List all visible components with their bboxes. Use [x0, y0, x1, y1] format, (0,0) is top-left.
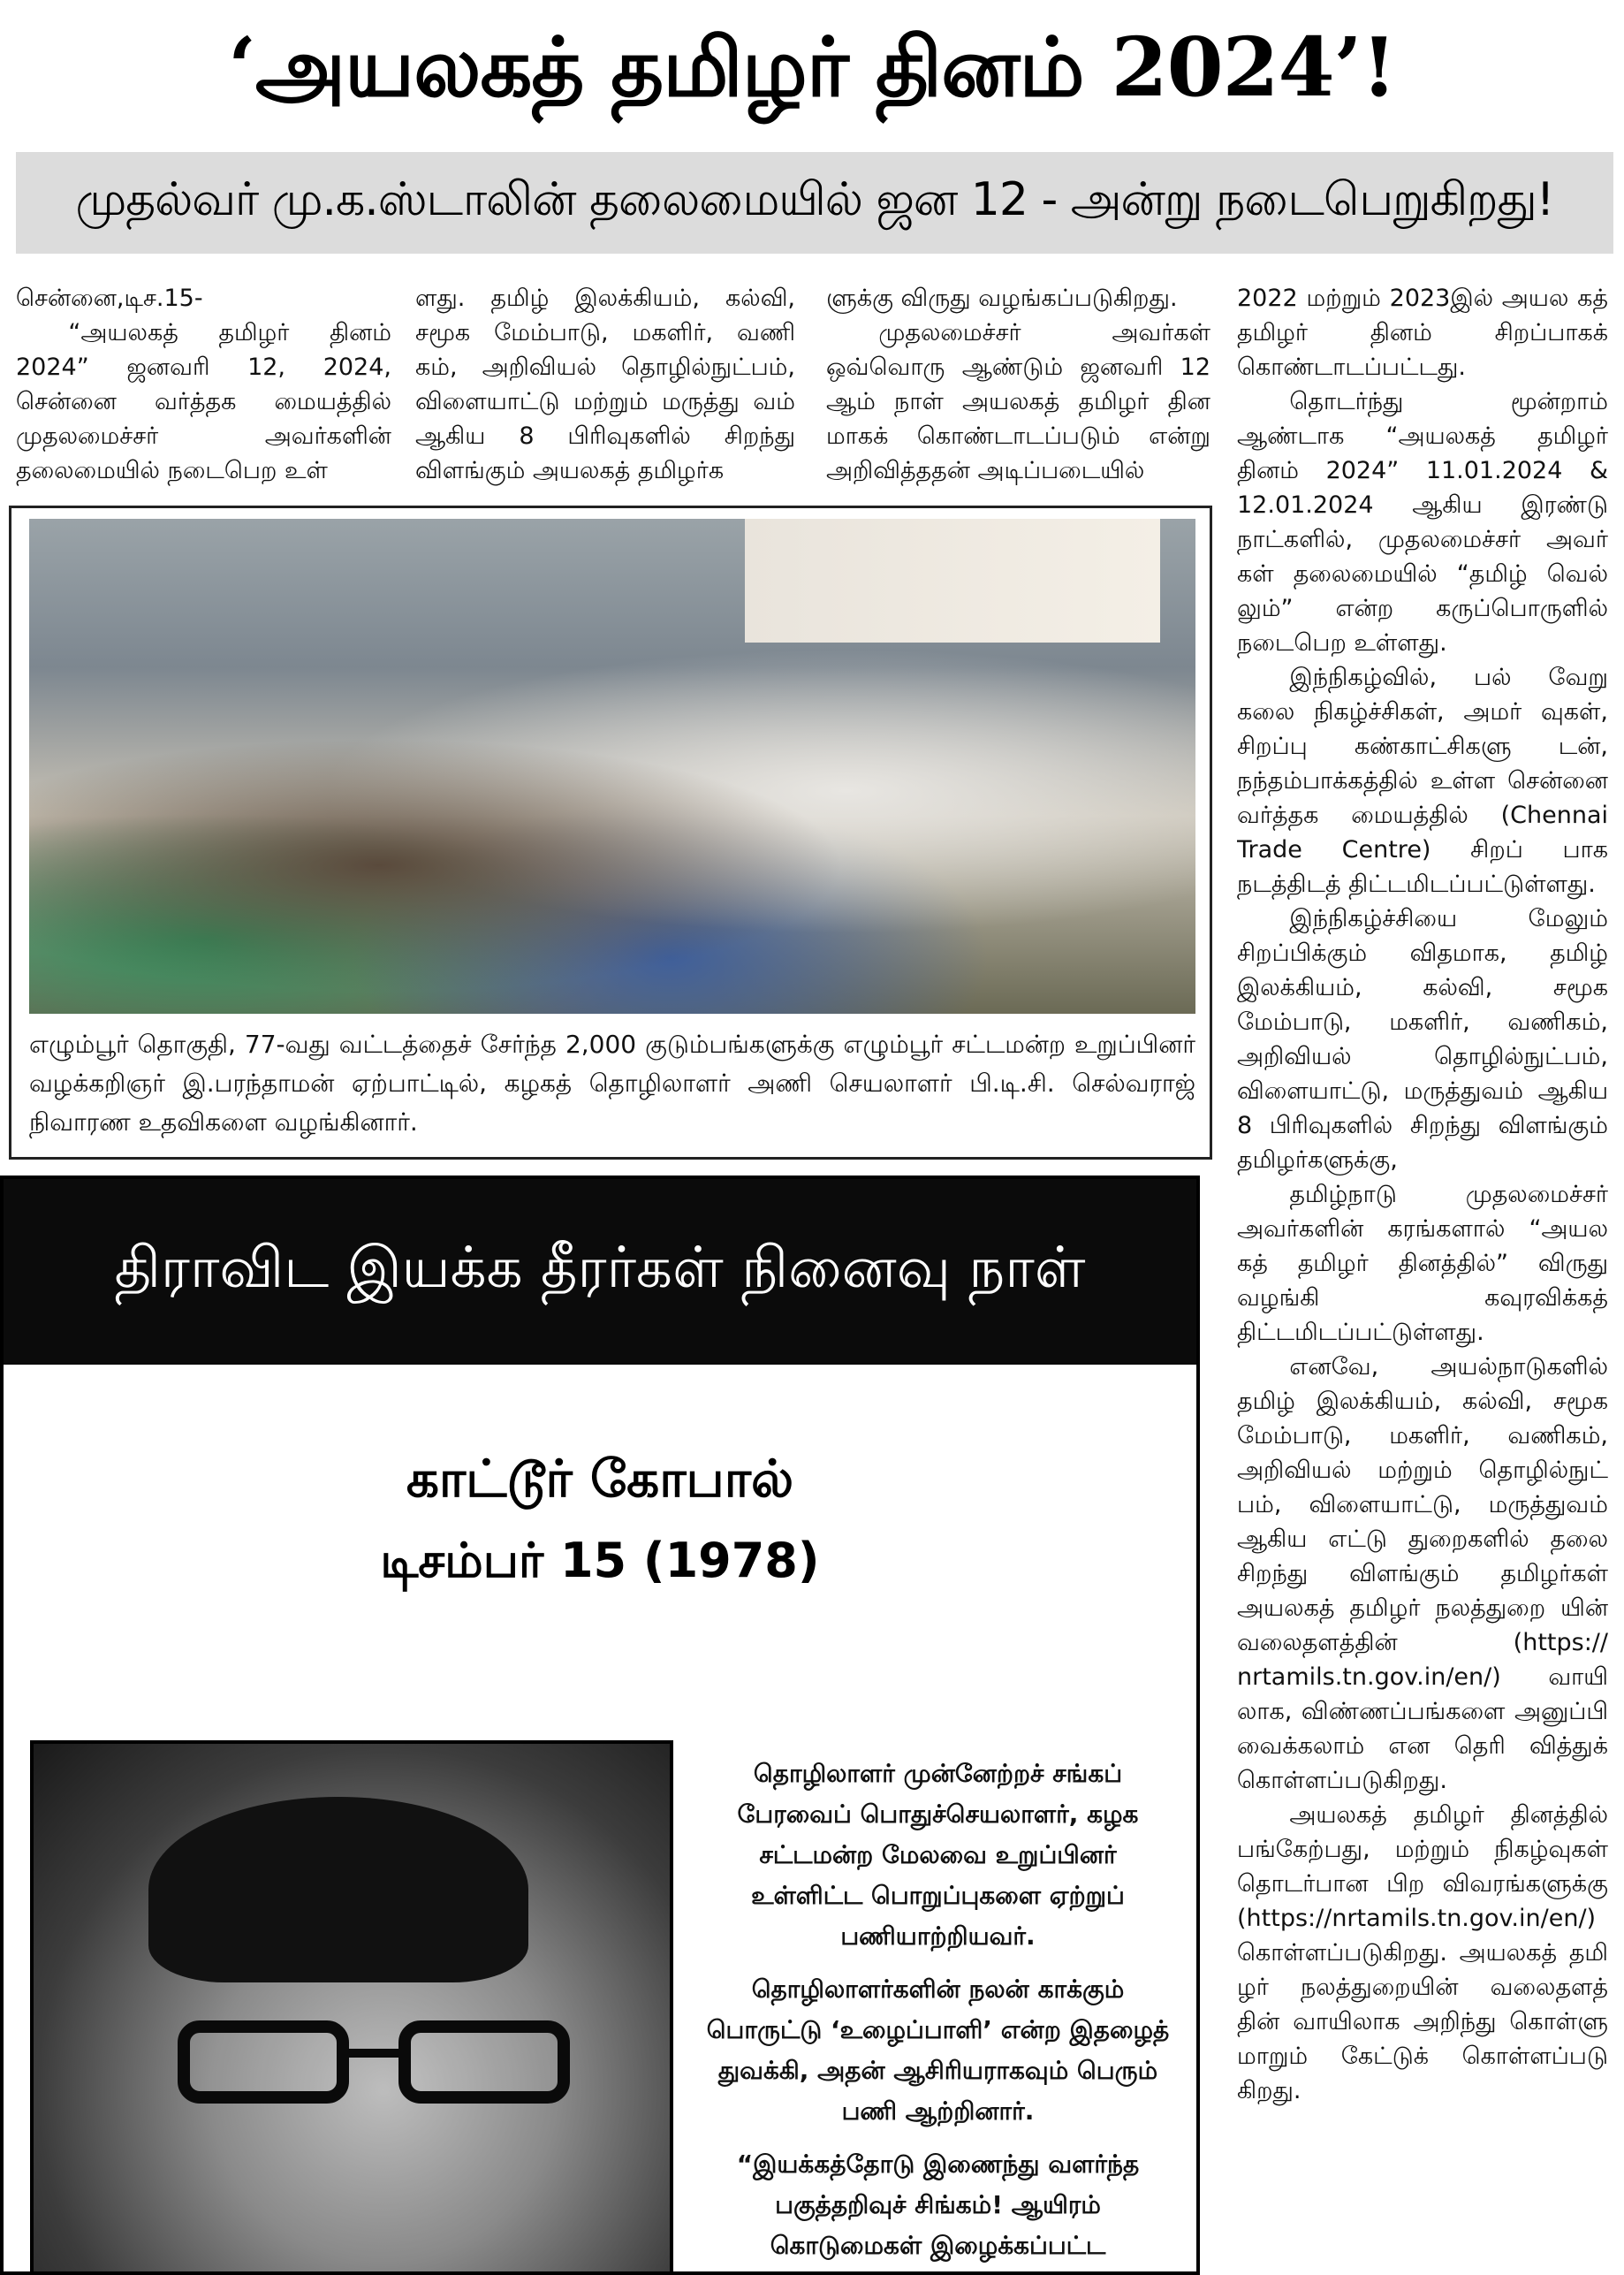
photo-caption: எழும்பூர் தொகுதி, 77-வது வட்டத்தைச் சேர்ந்த 2,000 குடும்பங்களுக்கு எழும்பூர் சட்டமன்ற உறுப்பினர் வழக்கறிஞர் இ.பரந்தாமன் ஏற்பாட்டில், கழகத் தொழிலாளர் அணி செயலாளர் பி.டி.சி. செல்வராஜ் நிவாரண உதவிகளை வழங்கினார். — [29, 1030, 1195, 1137]
paragraph: முதலமைச்சர் அவர்கள் ஒவ்வொரு ஆண்டும் ஜனவரி 12 ஆம் நாள் அயலகத் தமிழர் தின மாகக் கொண்டாடப்படும் என்று அறிவித்ததன் அடிப்படையில் — [826, 319, 1210, 484]
article-column-2 — [415, 281, 795, 498]
memorial-paragraph: “இயக்கத்தோடு இணைந்து வளர்ந்த பகுத்தறிவுச் சிங்கம்! ஆயிரம் கொடுமைகள் இழைக்கப்பட்ட — [736, 2149, 1140, 2260]
relief-distribution-photo — [29, 519, 1195, 1014]
paragraph: ளது. தமிழ் இலக்கியம், கல்வி, சமூக மேம்பாடு, மகளிர், வணி கம், அறிவியல் தொழில்நுட்பம், விளையாட்டு மற்றும் மருத்து வம் ஆகிய 8 பிரிவுகளில் சிறந்து விளங்கும் அயலகத் தமிழர்க — [415, 285, 795, 484]
paragraph: எனவே, அயல்நாடுகளில் தமிழ் இலக்கியம், கல்வி, சமூக மேம்பாடு, மகளிர், வணிகம், அறிவியல் மற்றும் தொழில்நுட் பம், விளையாட்டு, மருத்துவம் ஆகிய எட்டு துறைகளில் தலை சிறந்து விளங்கும் தமிழர்கள் அயலகத் தமிழர் நலத்துறை யின் வலைதளத்தின் (https:// nrtamils.tn.gov.in/en/) வாயி லாக, விண்ணப்பங்களை அனுப்பி வைக்கலாம் என தெரி வித்துக் கொள்ளப்படுகிறது. — [1237, 1353, 1608, 1794]
article-column-4 — [1237, 281, 1608, 2270]
memorial-date: டிசம்பர் 15 (1978) — [380, 1533, 820, 1588]
stage-banner — [745, 519, 1160, 643]
paragraph: இந்நிகழ்வில், பல் வேறு கலை நிகழ்ச்சிகள், அமர் வுகள், சிறப்பு கண்காட்சிகளு டன், நந்தம்பாக்கத்தில் உள்ள சென்னை வர்த்தக மையத்தில் (Chennai Trade Centre) சிறப் பாக நடத்திடத் திட்டமிடப்பட்டுள்ளது. — [1237, 664, 1608, 898]
portrait-photo — [30, 1740, 673, 2275]
memorial-name: காட்டூர் கோபால் — [406, 1449, 794, 1509]
news-photo-box — [9, 506, 1212, 1160]
crowd-image — [29, 643, 1195, 1014]
memorial-text — [702, 1754, 1174, 2275]
paragraph: “அயலகத் தமிழர் தினம் 2024” ஜனவரி 12, 2024, சென்னை வர்த்தக மையத்தில் முதலமைச்சர் அவர்களின் தலைமையில் நடைபெற உள் — [16, 319, 391, 484]
dateline: சென்னை,டிச.15- — [16, 285, 203, 312]
headline: ‘அயலகத் தமிழர் தினம் 2024’! — [227, 19, 1397, 115]
subheadline: முதல்வர் மு.க.ஸ்டாலின் தலைமையில் ஜன 12 - அன்று நடைபெறுகிறது! — [16, 152, 1613, 254]
paragraph: அயலகத் தமிழர் தினத்தில் பங்கேற்பது, மற்றும் நிகழ்வுகள் தொடர்பான பிற விவரங்களுக்கு (https://nrtamils.tn.gov.in/en/) கொள்ளப்படுகிறது. அயலகத் தமி ழர் நலத்துறையின் வலைதளத் தின் வாயிலாக அறிந்து கொள்ளு மாறும் கேட்டுக் கொள்ளப்படு கிறது. — [1237, 1801, 1608, 2104]
article-column-1 — [16, 281, 391, 498]
memorial-box — [0, 1176, 1200, 2275]
memorial-paragraph: தொழிலாளர் முன்னேற்றச் சங்கப் பேரவைப் பொதுச்செயலாளர், கழக சட்டமன்ற மேலவை உறுப்பினர் உள்ளிட்ட பொறுப்புகளை ஏற்றுப் பணியாற்றியவர். — [737, 1759, 1139, 1951]
paragraph: ளுக்கு விருது வழங்கப்படுகிறது. — [826, 285, 1178, 312]
paragraph: தமிழ்நாடு முதலமைச்சர் அவர்களின் கரங்களால் “அயல கத் தமிழர் தினத்தில்” விருது வழங்கி கவுரவிக்கத் திட்டமிடப்பட்டுள்ளது. — [1237, 1181, 1608, 1346]
article-column-3 — [826, 281, 1210, 498]
paragraph: தொடர்ந்து மூன்றாம் ஆண்டாக “அயலகத் தமிழர் தினம் 2024” 11.01.2024 & 12.01.2024 ஆகிய இரண்டு நாட்களில், முதலமைச்சர் அவர் கள் தலைமையில் “தமிழ் வெல் லும்” என்ற கருப்பொருளில் நடைபெற உள்ளது. — [1237, 388, 1608, 657]
paragraph: இந்நிகழ்ச்சியை மேலும் சிறப்பிக்கும் விதமாக, தமிழ் இலக்கியம், கல்வி, சமூக மேம்பாடு, மகளிர், வணிகம், அறிவியல் தொழில்நுட்பம், விளையாட்டு, மருத்துவம் ஆகிய 8 பிரிவுகளில் சிறந்து விளங்கும் தமிழர்களுக்கு, — [1237, 905, 1608, 1174]
memorial-paragraph: தொழிலாளர்களின் நலன் காக்கும் பொருட்டு ‘உழைப்பாளி’ என்ற இதழைத் துவக்கி, அதன் ஆசிரியராகவும் பெரும் பணி ஆற்றினார். — [706, 1974, 1170, 2126]
paragraph: 2022 மற்றும் 2023இல் அயல கத் தமிழர் தினம் சிறப்பாகக் கொண்டாடப்பட்டது. — [1237, 285, 1608, 381]
memorial-title: திராவிட இயக்க தீரர்கள் நினைவு நாள் — [4, 1179, 1196, 1365]
glasses-icon — [166, 2009, 581, 2115]
portrait-hair — [148, 1797, 528, 1982]
